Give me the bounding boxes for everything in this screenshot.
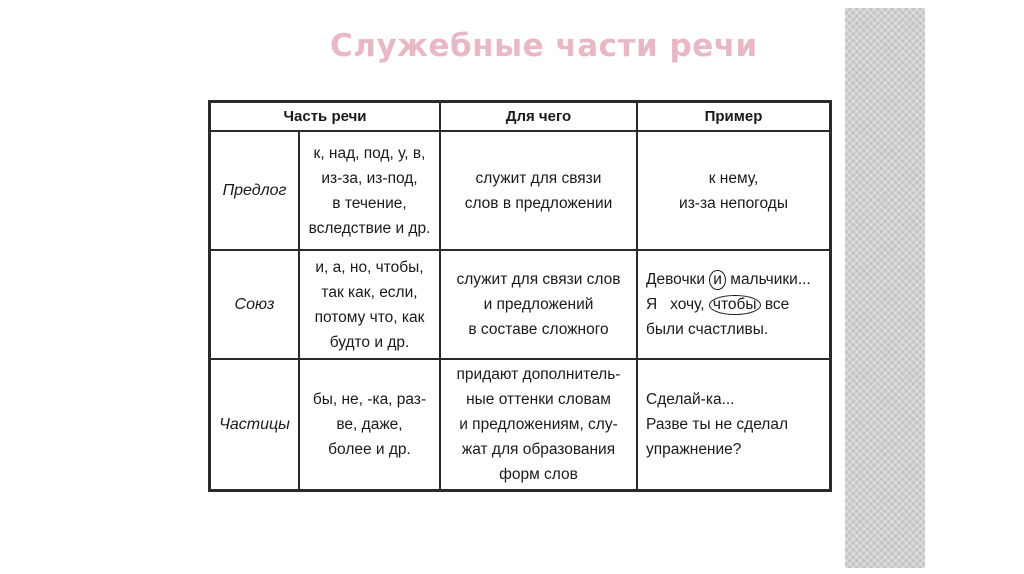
example-line: были счастливы. bbox=[646, 321, 769, 338]
example-word: Я хочу, bbox=[646, 296, 705, 313]
row-example: Сделай-ка... Разве ты не сделал упражнение? bbox=[646, 391, 789, 458]
side-decor-strip bbox=[845, 8, 925, 568]
row-purpose: служит для связи слов в предложении bbox=[464, 169, 613, 212]
header-example: Пример bbox=[704, 108, 763, 125]
example-line bbox=[646, 267, 811, 292]
row-part-name: Частицы bbox=[219, 416, 290, 433]
circled-conjunction: и bbox=[709, 270, 726, 290]
row-example: к нему, из-за непогоды bbox=[679, 169, 788, 212]
row-words: к, над, под, у, в, из-за, из-под, в течение, вследствие и др. bbox=[308, 144, 431, 237]
example-line bbox=[646, 292, 789, 317]
header-part-of-speech: Часть речи bbox=[283, 108, 367, 125]
example-lines bbox=[646, 267, 811, 342]
row-words: и, а, но, чтобы, так как, если, потому что, как будто и др. bbox=[314, 258, 425, 351]
slide-title: Служебные части речи bbox=[330, 28, 758, 64]
parts-of-speech-table bbox=[208, 100, 832, 492]
row-part-name: Союз bbox=[234, 296, 275, 313]
example-word: Девочки bbox=[646, 271, 705, 288]
header-purpose: Для чего bbox=[505, 108, 572, 125]
example-word: все bbox=[764, 296, 790, 313]
circled-conjunction: чтобы bbox=[709, 295, 761, 315]
row-example bbox=[638, 251, 829, 358]
row-words: бы, не, -ка, раз- ве, даже, более и др. bbox=[312, 391, 427, 458]
example-word: мальчики... bbox=[730, 271, 811, 288]
row-purpose: служит для связи слов и предложений в составе сложного bbox=[456, 271, 621, 338]
row-purpose: придают дополнитель- ные оттенки словам и предложениям, слу- жат для образования форм слов bbox=[456, 366, 621, 483]
row-part-name: Предлог bbox=[222, 182, 287, 199]
